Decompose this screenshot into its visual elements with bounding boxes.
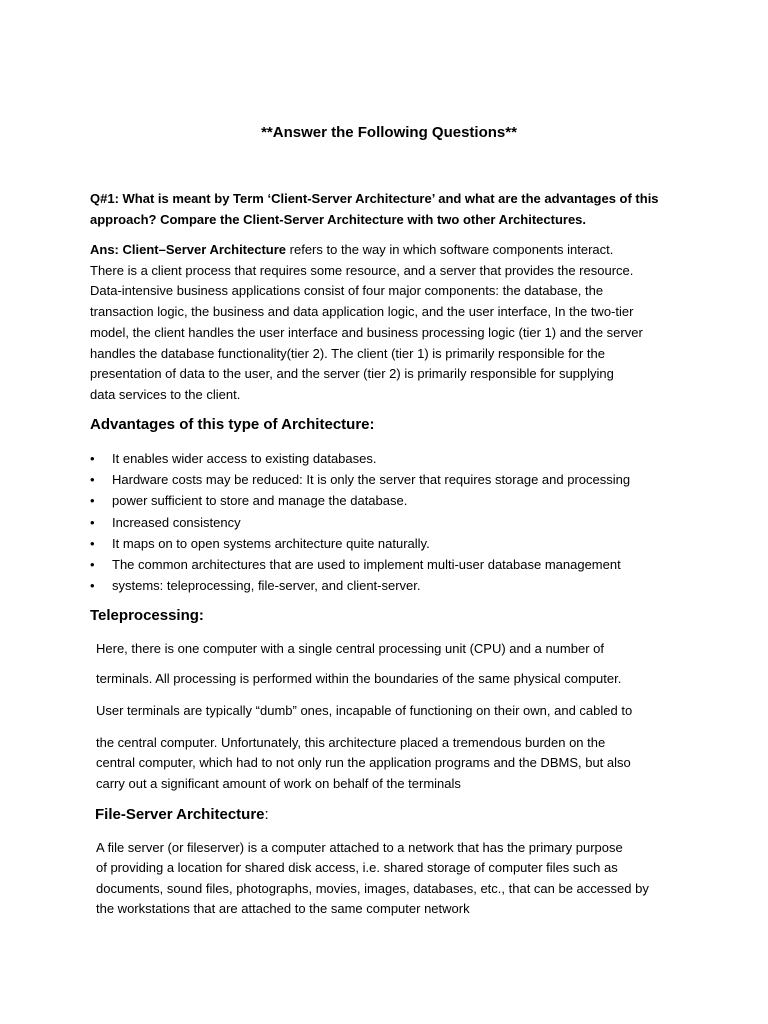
paragraph-line: central computer, which had to not only run the application programs and the DBMS, but also <box>96 755 631 771</box>
answer-line: There is a client process that requires some resource, and a server that provides the resource. <box>90 262 634 278</box>
list-item-text: It enables wider access to existing databases. <box>112 451 377 466</box>
paragraph-line: the central computer. Unfortunately, this architecture placed a tremendous burden on the <box>96 735 606 750</box>
list-item <box>90 448 710 469</box>
file-server-paragraph <box>96 838 696 919</box>
bullet-icon: • <box>90 451 95 466</box>
question-line: Q#1: What is meant by Term ‘Client-Server Architecture’ and what are the advantages of this <box>90 191 659 206</box>
list-item <box>90 575 710 596</box>
paragraph-line: documents, sound files, photographs, movies, images, databases, etc., that can be accessed by <box>96 880 649 896</box>
answer-line: Data-intensive business applications consist of four major components: the database, the <box>90 283 604 299</box>
list-item-text: The common architectures that are used to implement multi-user database management <box>112 556 621 572</box>
answer-line: data services to the client. <box>90 386 241 402</box>
bullet-icon: • <box>90 472 95 488</box>
bullet-icon: • <box>90 514 95 530</box>
teleprocessing-paragraph: Here, there is one computer with a single central processing unit (CPU) and a number of <box>96 641 604 656</box>
question-line: approach? Compare the Client-Server Architecture with two other Architectures. <box>90 211 587 227</box>
paragraph-line: carry out a significant amount of work on behalf of the terminals <box>96 775 461 791</box>
teleprocessing-paragraph: terminals. All processing is performed within the boundaries of the same physical computer. <box>96 671 622 686</box>
teleprocessing-paragraph <box>96 733 696 794</box>
bullet-icon: • <box>90 535 95 551</box>
list-item <box>90 490 710 511</box>
answer-line-rest: refers to the way in which software components interact. <box>286 242 614 257</box>
file-server-heading <box>95 806 269 823</box>
teleprocessing-paragraph: User terminals are typically “dumb” ones, incapable of functioning on their own, and cabled to <box>96 703 633 718</box>
answer-line: handles the database functionality(tier 2). The client (tier 1) is primarily responsible for the <box>90 345 605 361</box>
list-item <box>90 533 710 554</box>
file-server-heading-colon: : <box>264 806 269 823</box>
list-item-text: power sufficient to store and manage the database. <box>112 493 408 509</box>
list-item <box>90 512 710 533</box>
question-text <box>90 189 690 230</box>
teleprocessing-heading: Teleprocessing: <box>90 607 204 624</box>
bullet-icon: • <box>90 578 95 594</box>
answer-lead: Ans: Client–Server Architecture <box>90 242 287 257</box>
list-item-text: systems: teleprocessing, file-server, and client-server. <box>112 578 421 594</box>
advantages-heading: Advantages of this type of Architecture: <box>90 416 375 433</box>
paragraph-line: the workstations that are attached to the same computer network <box>96 900 470 916</box>
list-item-text: Hardware costs may be reduced: It is only the server that requires storage and processing <box>112 472 631 488</box>
list-item <box>90 469 710 490</box>
bullet-icon: • <box>90 493 95 509</box>
list-item-text: Increased consistency <box>112 514 241 530</box>
advantages-list <box>90 448 710 596</box>
answer-line: model, the client handles the user interface and business processing logic (tier 1) and the server <box>90 324 643 340</box>
page-title: **Answer the Following Questions** <box>261 124 517 141</box>
answer-paragraph <box>90 240 690 406</box>
list-item <box>90 554 710 575</box>
list-item-text: It maps on to open systems architecture quite naturally. <box>112 535 430 551</box>
paragraph-line: of providing a location for shared disk access, i.e. shared storage of computer files such as <box>96 860 618 876</box>
answer-line: transaction logic, the business and data application logic, and the user interface, In the two-tier <box>90 304 634 320</box>
answer-line: presentation of data to the user, and the server (tier 2) is primarily responsible for supplying <box>90 366 614 382</box>
answer-line <box>90 240 690 261</box>
bullet-icon: • <box>90 556 95 572</box>
paragraph-line: A file server (or fileserver) is a computer attached to a network that has the primary purpose <box>96 840 623 855</box>
file-server-heading-text: File-Server Architecture <box>95 806 265 823</box>
